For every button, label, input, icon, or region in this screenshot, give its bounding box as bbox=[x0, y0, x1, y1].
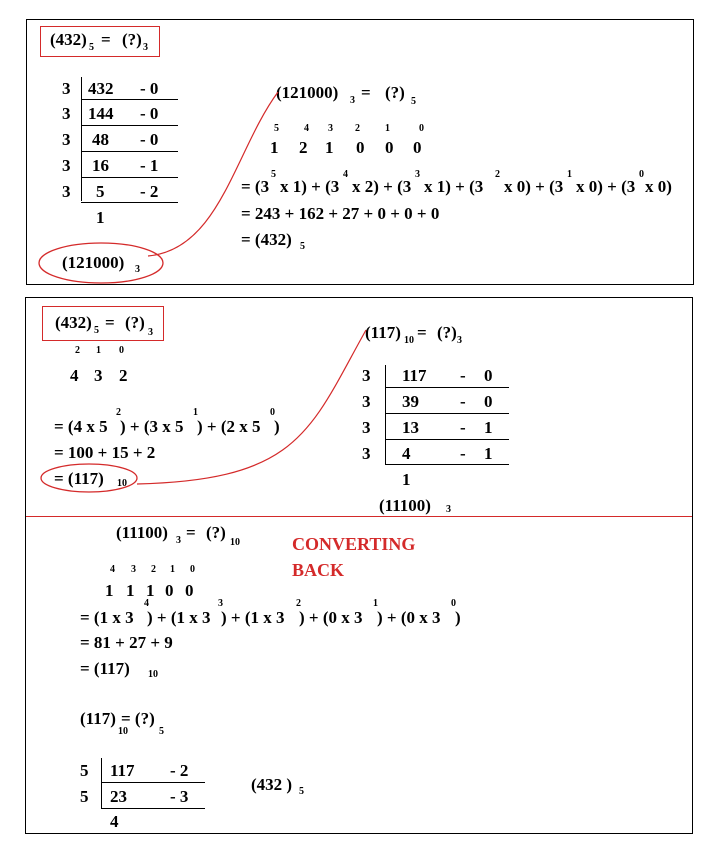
division-dividend: 432 bbox=[88, 79, 114, 98]
panel2-right-title-base: (117) bbox=[365, 323, 401, 342]
expansion-text: ) + (3 x 5 bbox=[120, 417, 184, 436]
expansion-text: x 1) + (3 bbox=[280, 177, 340, 196]
panel1-sum-line: = 243 + 162 + 27 + 0 + 0 + 0 bbox=[241, 204, 440, 223]
expansion-exponent: 0 bbox=[639, 169, 644, 180]
panel1-check-title-rhs-sub: 5 bbox=[411, 96, 416, 107]
converting-back-heading: BACK bbox=[292, 560, 345, 580]
division-dividend: 5 bbox=[96, 182, 105, 201]
place-digit: 1 bbox=[105, 581, 114, 600]
expansion-exponent: 1 bbox=[567, 169, 572, 180]
division-remainder: - 3 bbox=[170, 787, 189, 806]
connector-curve bbox=[148, 92, 278, 256]
division-remainder: - bbox=[460, 418, 466, 437]
expansion-text: ) + (1 x 3 bbox=[221, 608, 285, 627]
expansion-text: ) bbox=[274, 417, 280, 436]
expansion-text: ) + (2 x 5 bbox=[197, 417, 261, 436]
panel2-title-base: (432) bbox=[55, 313, 92, 332]
place-power: 1 bbox=[96, 345, 101, 356]
expansion-text: ) + (1 x 3 bbox=[147, 608, 211, 627]
panel3-next-title-sub: 10 bbox=[118, 726, 128, 737]
result-oval bbox=[41, 464, 137, 492]
place-digit: 0 bbox=[165, 581, 174, 600]
division-divisor: 5 bbox=[80, 761, 89, 780]
division-remainder: - bbox=[460, 444, 466, 463]
place-digit: 0 bbox=[413, 138, 422, 157]
panel3-title-base: (11100) bbox=[116, 523, 168, 542]
division-divisor: 3 bbox=[62, 130, 71, 149]
place-power: 2 bbox=[75, 345, 80, 356]
panel1-title-base: (432) bbox=[50, 30, 87, 49]
division-remainder: - 1 bbox=[140, 156, 159, 175]
expansion-exponent: 2 bbox=[116, 407, 121, 418]
expansion-exponent: 1 bbox=[373, 598, 378, 609]
division-divisor: 3 bbox=[62, 156, 71, 175]
place-digit: 1 bbox=[146, 581, 155, 600]
panel1-result-sub: 3 bbox=[135, 264, 140, 275]
division-dividend: 13 bbox=[402, 418, 419, 437]
panel1-check-title-eq: = bbox=[361, 83, 371, 102]
division-divisor: 3 bbox=[362, 366, 371, 385]
panel1-title-rhs: (?) bbox=[122, 30, 142, 49]
panel3-title-rhs: (?) bbox=[206, 523, 226, 542]
place-digit: 2 bbox=[299, 138, 308, 157]
panel3-result-sub: 10 bbox=[148, 669, 158, 680]
division-quotient: 1 bbox=[96, 208, 105, 227]
expansion-text: x 1) + (3 bbox=[424, 177, 484, 196]
place-power: 3 bbox=[131, 564, 136, 575]
place-digit: 0 bbox=[356, 138, 365, 157]
panel3-result: = (117) bbox=[80, 659, 130, 678]
place-power: 3 bbox=[328, 123, 333, 134]
expansion-text: ) bbox=[455, 608, 461, 627]
division-remainder-digit: 0 bbox=[484, 392, 493, 411]
division-dividend: 144 bbox=[88, 104, 114, 123]
place-power: 1 bbox=[385, 123, 390, 134]
place-digit: 0 bbox=[385, 138, 394, 157]
panel3-title-rhs-sub: 10 bbox=[230, 537, 240, 548]
place-power: 1 bbox=[170, 564, 175, 575]
panel1-final: = (432) bbox=[241, 230, 292, 249]
panel2-result-sub: 3 bbox=[446, 504, 451, 515]
division-divisor: 3 bbox=[62, 182, 71, 201]
place-digit: 1 bbox=[325, 138, 334, 157]
place-digit: 4 bbox=[70, 366, 79, 385]
place-power: 0 bbox=[119, 345, 124, 356]
panel3-next-title-base: (117) bbox=[80, 709, 116, 728]
expansion-text: x 0) bbox=[645, 177, 672, 196]
panel1-title-eq: = bbox=[101, 30, 111, 49]
expansion-exponent: 4 bbox=[343, 169, 348, 180]
division-divisor: 3 bbox=[362, 444, 371, 463]
result-oval bbox=[39, 243, 163, 283]
place-digit: 1 bbox=[270, 138, 279, 157]
place-power: 4 bbox=[110, 564, 115, 575]
panel2-right-title-rhs-sub: 3 bbox=[457, 335, 462, 346]
expansion-text: x 0) + (3 bbox=[576, 177, 636, 196]
expansion-text: = (3 bbox=[241, 177, 270, 196]
panel2-right-title-rhs: (?) bbox=[437, 323, 457, 342]
panel3-title-eq: = bbox=[186, 523, 196, 542]
division-quotient: 4 bbox=[110, 812, 119, 831]
division-remainder: - bbox=[460, 392, 466, 411]
panel3-next-title-eq: = (?) bbox=[121, 709, 155, 728]
panel2-right-title-sub: 10 bbox=[404, 335, 414, 346]
expansion-text: = (1 x 3 bbox=[80, 608, 134, 627]
division-dividend: 39 bbox=[402, 392, 419, 411]
division-divisor: 5 bbox=[80, 787, 89, 806]
panel1-title-rhs-sub: 3 bbox=[143, 42, 148, 53]
panel1-final-sub: 5 bbox=[300, 241, 305, 252]
division-remainder-digit: 1 bbox=[484, 418, 493, 437]
division-dividend: 4 bbox=[402, 444, 411, 463]
division-remainder: - 0 bbox=[140, 79, 159, 98]
place-power: 0 bbox=[190, 564, 195, 575]
division-dividend: 16 bbox=[92, 156, 109, 175]
place-power: 2 bbox=[151, 564, 156, 575]
division-remainder: - 2 bbox=[170, 761, 189, 780]
panel1-result-base: (121000) bbox=[62, 253, 125, 272]
division-quotient: 1 bbox=[402, 470, 411, 489]
place-power: 4 bbox=[304, 123, 309, 134]
place-digit: 0 bbox=[185, 581, 194, 600]
panel2-decimal-result-sub: 10 bbox=[117, 478, 127, 489]
expansion-text: x 0) + (3 bbox=[504, 177, 564, 196]
expansion-text: ) + (0 x 3 bbox=[299, 608, 363, 627]
expansion-text: ) + (0 x 3 bbox=[377, 608, 441, 627]
expansion-exponent: 0 bbox=[270, 407, 275, 418]
division-remainder-digit: 0 bbox=[484, 366, 493, 385]
panel2-result-base: (11100) bbox=[379, 496, 431, 515]
division-remainder: - 0 bbox=[140, 130, 159, 149]
panel3-sum-line: = 81 + 27 + 9 bbox=[80, 633, 173, 652]
place-power: 2 bbox=[355, 123, 360, 134]
place-digit: 3 bbox=[94, 366, 103, 385]
panel2-decimal-result: = (117) bbox=[54, 469, 104, 488]
panel1-title-sub: 5 bbox=[89, 42, 94, 53]
panel2-sum-line: = 100 + 15 + 2 bbox=[54, 443, 156, 462]
expansion-exponent: 4 bbox=[144, 598, 149, 609]
panel2-title-rhs: (?) bbox=[125, 313, 145, 332]
expansion-exponent: 3 bbox=[415, 169, 420, 180]
connector-curve bbox=[137, 327, 366, 484]
division-divisor: 3 bbox=[362, 392, 371, 411]
panel3-next-title-rhs-sub: 5 bbox=[159, 726, 164, 737]
panel2-right-title-eq: = bbox=[417, 323, 427, 342]
division-remainder: - 2 bbox=[140, 182, 159, 201]
expansion-exponent: 2 bbox=[296, 598, 301, 609]
division-divisor: 3 bbox=[62, 104, 71, 123]
expansion-text: x 2) + (3 bbox=[352, 177, 412, 196]
place-power: 5 bbox=[274, 123, 279, 134]
expansion-text: = (4 x 5 bbox=[54, 417, 108, 436]
panel2-title-rhs-sub: 3 bbox=[148, 327, 153, 338]
panel2-title-sub: 5 bbox=[94, 325, 99, 336]
division-remainder: - bbox=[460, 366, 466, 385]
place-power: 0 bbox=[419, 123, 424, 134]
panel3-answer-base: (432 ) bbox=[251, 775, 293, 794]
division-dividend: 23 bbox=[110, 787, 127, 806]
panel2-title-eq: = bbox=[105, 313, 115, 332]
expansion-exponent: 5 bbox=[271, 169, 276, 180]
division-remainder-digit: 1 bbox=[484, 444, 493, 463]
panel1-check-title-rhs: (?) bbox=[385, 83, 405, 102]
panel1-check-title-base: (121000) bbox=[276, 83, 339, 102]
division-remainder: - 0 bbox=[140, 104, 159, 123]
expansion-exponent: 3 bbox=[218, 598, 223, 609]
converting-back-heading: CONVERTING bbox=[292, 534, 416, 554]
panel3-answer-sub: 5 bbox=[299, 786, 304, 797]
division-dividend: 117 bbox=[110, 761, 135, 780]
division-divisor: 3 bbox=[62, 79, 71, 98]
expansion-exponent: 0 bbox=[451, 598, 456, 609]
expansion-exponent: 1 bbox=[193, 407, 198, 418]
place-digit: 1 bbox=[126, 581, 135, 600]
division-divisor: 3 bbox=[362, 418, 371, 437]
expansion-exponent: 2 bbox=[495, 169, 500, 180]
panel1-check-title-sub: 3 bbox=[350, 95, 355, 106]
panel3-title-sub: 3 bbox=[176, 535, 181, 546]
division-dividend: 48 bbox=[92, 130, 109, 149]
division-dividend: 117 bbox=[402, 366, 427, 385]
place-digit: 2 bbox=[119, 366, 128, 385]
